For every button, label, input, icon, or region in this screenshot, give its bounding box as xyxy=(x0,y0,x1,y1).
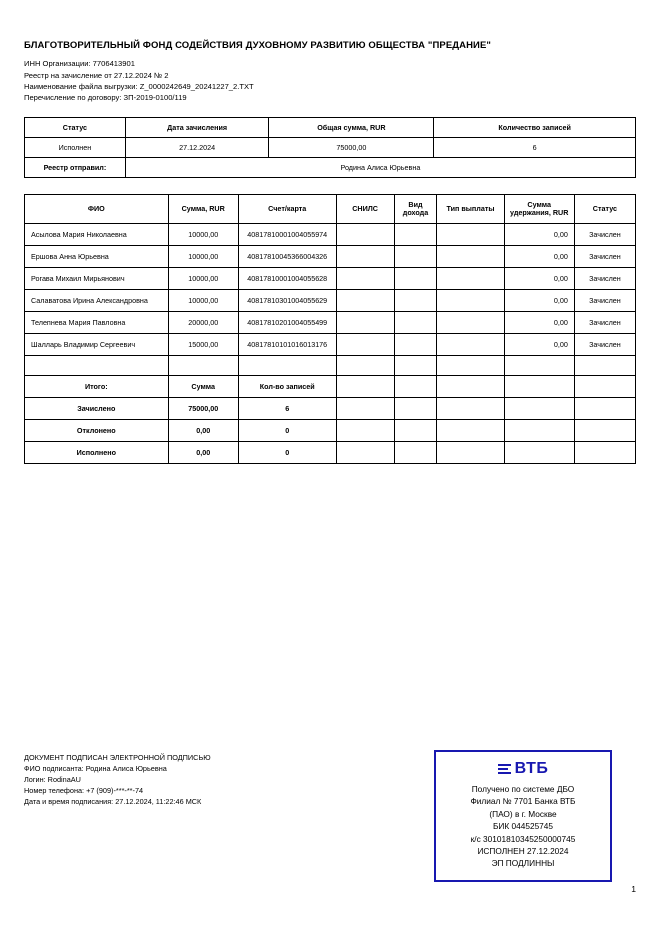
cell-snils xyxy=(336,224,394,246)
cell-fio: Салаватова Ирина Александровна xyxy=(25,290,169,312)
cell-amount: 20000,00 xyxy=(168,312,238,334)
cell-fio: Рогава Михаил Мирьянович xyxy=(25,268,169,290)
cell-amount: 10000,00 xyxy=(168,290,238,312)
cell-payment-type xyxy=(437,268,504,290)
table-header-row xyxy=(25,195,636,224)
cell-amount: 10000,00 xyxy=(168,268,238,290)
vtb-logo xyxy=(436,759,610,779)
totals-empty-cell xyxy=(574,398,635,420)
signature-title: ДОКУМЕНТ ПОДПИСАН ЭЛЕКТРОННОЙ ПОДПИСЬЮ xyxy=(24,753,211,762)
spacer-cell xyxy=(168,356,238,376)
totals-empty-cell xyxy=(504,376,574,398)
cell-income-type xyxy=(394,290,437,312)
cell-status: Зачислен xyxy=(574,224,635,246)
totals-row-amount: 75000,00 xyxy=(168,398,238,420)
col-header-amount: Сумма, RUR xyxy=(168,195,238,224)
meta-filename: Наименование файла выгрузки: Z_0000242649_20241227_2.TXT xyxy=(24,81,254,91)
cell-account: 40817810001004055974 xyxy=(238,224,336,246)
table-row xyxy=(25,312,636,334)
summary-value-count: 6 xyxy=(434,138,636,158)
stamp-text-block xyxy=(436,783,610,870)
totals-empty-cell xyxy=(504,398,574,420)
cell-hold: 0,00 xyxy=(504,312,574,334)
cell-account: 40817810045366004326 xyxy=(238,246,336,268)
table-row xyxy=(25,246,636,268)
cell-hold: 0,00 xyxy=(504,246,574,268)
totals-row-label: Отклонено xyxy=(25,420,169,442)
totals-row-count: 0 xyxy=(238,442,336,464)
signature-datetime: Дата и время подписания: 27.12.2024, 11:22:46 МСК xyxy=(24,797,202,806)
totals-empty-cell xyxy=(504,442,574,464)
totals-row-count: 6 xyxy=(238,398,336,420)
signature-login: Логин: RodinaAU xyxy=(24,775,81,784)
totals-empty-cell xyxy=(394,376,437,398)
cell-hold: 0,00 xyxy=(504,268,574,290)
cell-hold: 0,00 xyxy=(504,224,574,246)
totals-label: Итого: xyxy=(25,376,169,398)
summary-header-row xyxy=(25,118,636,138)
spacer-cell xyxy=(336,356,394,376)
totals-row-label: Исполнено xyxy=(25,442,169,464)
cell-amount: 10000,00 xyxy=(168,224,238,246)
col-header-status: Статус xyxy=(574,195,635,224)
totals-empty-cell xyxy=(336,420,394,442)
totals-empty-cell xyxy=(574,442,635,464)
cell-account: 40817810201004055499 xyxy=(238,312,336,334)
summary-sender-value: Родина Алиса Юрьевна xyxy=(125,158,635,178)
meta-registry: Реестр на зачисление от 27.12.2024 № 2 xyxy=(24,70,169,80)
cell-hold: 0,00 xyxy=(504,334,574,356)
col-header-hold: Сумма удержания, RUR xyxy=(504,195,574,224)
bank-stamp xyxy=(434,750,612,882)
summary-value-row xyxy=(25,138,636,158)
spacer-cell xyxy=(238,356,336,376)
meta-contract: Перечисление по договору: ЗП-2019-0100/119 xyxy=(24,93,187,102)
cell-payment-type xyxy=(437,290,504,312)
spacer-cell xyxy=(437,356,504,376)
vtb-logo-icon xyxy=(498,763,511,776)
cell-status: Зачислен xyxy=(574,290,635,312)
totals-count-header: Кол-во записей xyxy=(238,376,336,398)
spacer-cell xyxy=(394,356,437,376)
stamp-line-correspondent-account: к/с 30101810345250000745 xyxy=(470,833,576,844)
totals-row xyxy=(25,420,636,442)
cell-payment-type xyxy=(437,312,504,334)
summary-value-status: Исполнен xyxy=(25,138,126,158)
payments-table xyxy=(24,194,636,464)
totals-amount-header: Сумма xyxy=(168,376,238,398)
cell-fio: Телепнева Мария Павловна xyxy=(25,312,169,334)
cell-snils xyxy=(336,312,394,334)
cell-fio: Шалларь Владимир Сергеевич xyxy=(25,334,169,356)
summary-sender-row xyxy=(25,158,636,178)
page-number: 1 xyxy=(631,884,636,894)
cell-income-type xyxy=(394,334,437,356)
signature-signer: ФИО подписанта: Родина Алиса Юрьевна xyxy=(24,764,167,773)
cell-snils xyxy=(336,290,394,312)
cell-snils xyxy=(336,246,394,268)
cell-status: Зачислен xyxy=(574,246,635,268)
table-row xyxy=(25,334,636,356)
cell-payment-type xyxy=(437,224,504,246)
spacer-cell xyxy=(25,356,169,376)
totals-empty-cell xyxy=(336,376,394,398)
totals-empty-cell xyxy=(574,420,635,442)
totals-row-label: Зачислено xyxy=(25,398,169,420)
electronic-signature-block xyxy=(24,752,354,807)
cell-status: Зачислен xyxy=(574,268,635,290)
cell-account: 40817810301004055629 xyxy=(238,290,336,312)
stamp-line-received: Получено по системе ДБО xyxy=(471,784,575,794)
cell-status: Зачислен xyxy=(574,334,635,356)
signature-phone: Номер телефона: +7 (909)-***-**-74 xyxy=(24,786,144,795)
cell-income-type xyxy=(394,224,437,246)
cell-account: 40817810101016013176 xyxy=(238,334,336,356)
table-spacer-row xyxy=(25,356,636,376)
cell-income-type xyxy=(394,312,437,334)
stamp-line-signature-valid: ЭП ПОДЛИННЫ xyxy=(491,858,555,869)
totals-row-amount: 0,00 xyxy=(168,442,238,464)
cell-snils xyxy=(336,334,394,356)
cell-payment-type xyxy=(437,246,504,268)
summary-value-total: 75000,00 xyxy=(269,138,434,158)
stamp-line-city: (ПАО) в г. Москве xyxy=(489,808,557,819)
totals-row-count: 0 xyxy=(238,420,336,442)
meta-inn: ИНН Организации: 7706413901 xyxy=(24,59,135,69)
summary-sender-label: Реестр отправил: xyxy=(25,158,126,178)
stamp-line-branch: Филиал № 7701 Банка ВТБ xyxy=(470,796,576,807)
col-header-income-type: Вид дохода xyxy=(394,195,437,224)
page-title: БЛАГОТВОРИТЕЛЬНЫЙ ФОНД СОДЕЙСТВИЯ ДУХОВНОМУ РАЗВИТИЮ ОБЩЕСТВА "ПРЕДАНИЕ" xyxy=(24,40,492,51)
col-header-snils: СНИЛС xyxy=(336,195,394,224)
cell-snils xyxy=(336,268,394,290)
totals-empty-cell xyxy=(394,420,437,442)
totals-row-amount: 0,00 xyxy=(168,420,238,442)
col-header-fio: ФИО xyxy=(25,195,169,224)
spacer-cell xyxy=(504,356,574,376)
totals-empty-cell xyxy=(437,442,504,464)
summary-header-status: Статус xyxy=(25,118,126,138)
totals-empty-cell xyxy=(336,442,394,464)
cell-fio: Асылова Мария Николаевна xyxy=(25,224,169,246)
cell-fio: Ершова Анна Юрьевна xyxy=(25,246,169,268)
totals-row xyxy=(25,398,636,420)
totals-empty-cell xyxy=(394,442,437,464)
vtb-logo-text: ВТБ xyxy=(514,760,549,777)
totals-empty-cell xyxy=(394,398,437,420)
totals-empty-cell xyxy=(574,376,635,398)
cell-account: 40817810001004055628 xyxy=(238,268,336,290)
document-content xyxy=(24,40,636,464)
col-header-account: Счет/карта xyxy=(238,195,336,224)
col-header-payment-type: Тип выплаты xyxy=(437,195,504,224)
totals-header-row xyxy=(25,376,636,398)
totals-empty-cell xyxy=(504,420,574,442)
summary-header-date: Дата зачисления xyxy=(125,118,269,138)
totals-empty-cell xyxy=(437,398,504,420)
totals-empty-cell xyxy=(437,376,504,398)
totals-row xyxy=(25,442,636,464)
summary-table xyxy=(24,117,636,178)
table-row xyxy=(25,290,636,312)
summary-header-total: Общая сумма, RUR xyxy=(269,118,434,138)
table-row xyxy=(25,268,636,290)
table-row xyxy=(25,224,636,246)
summary-value-date: 27.12.2024 xyxy=(125,138,269,158)
totals-empty-cell xyxy=(336,398,394,420)
cell-amount: 15000,00 xyxy=(168,334,238,356)
cell-hold: 0,00 xyxy=(504,290,574,312)
stamp-line-bik: БИК 044525745 xyxy=(492,821,554,832)
summary-header-count: Количество записей xyxy=(434,118,636,138)
cell-income-type xyxy=(394,268,437,290)
stamp-line-executed: ИСПОЛНЕН 27.12.2024 xyxy=(477,846,569,857)
spacer-cell xyxy=(574,356,635,376)
cell-status: Зачислен xyxy=(574,312,635,334)
cell-amount: 10000,00 xyxy=(168,246,238,268)
document-meta xyxy=(24,58,636,103)
totals-empty-cell xyxy=(437,420,504,442)
cell-payment-type xyxy=(437,334,504,356)
cell-income-type xyxy=(394,246,437,268)
